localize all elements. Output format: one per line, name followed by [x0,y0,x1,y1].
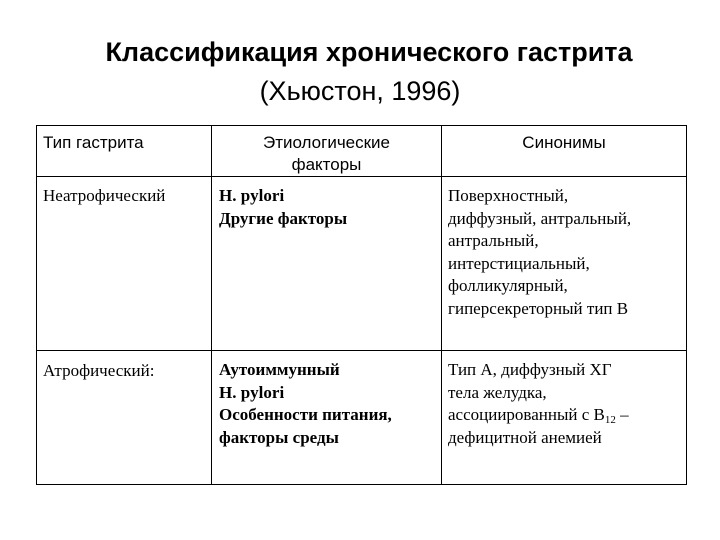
cell-type: Атрофический: [37,351,212,485]
title-line-2: (Хьюстон, 1996) [259,76,461,106]
table-row [37,351,687,485]
classification-table [36,125,687,485]
cell-type: Неатрофический [37,177,212,351]
header-synonyms: Синонимы [442,126,687,177]
cell-synonyms: Тип А, диффузный ХГ тела желудка, ассоциированный с $В_{12}$ – дефицитной анемией [442,351,687,485]
title-line-1: Классификация хронического гастрита [105,37,633,67]
cell-factors: Аутоиммунный H. pylori Особенности питания, факторы среды [212,351,442,485]
cell-factors: H. pylori Другие факторы [212,177,442,351]
slide-title [0,33,720,111]
header-gastritis-type: Тип гастрита [37,126,212,177]
table-header-row [37,126,687,177]
header-etiological-factors: Этиологические факторы [212,126,442,177]
table-row [37,177,687,351]
cell-synonyms: Поверхностный, диффузный, антральный, антральный, интерстициальный, фолликулярный, гиперсекреторный тип В [442,177,687,351]
